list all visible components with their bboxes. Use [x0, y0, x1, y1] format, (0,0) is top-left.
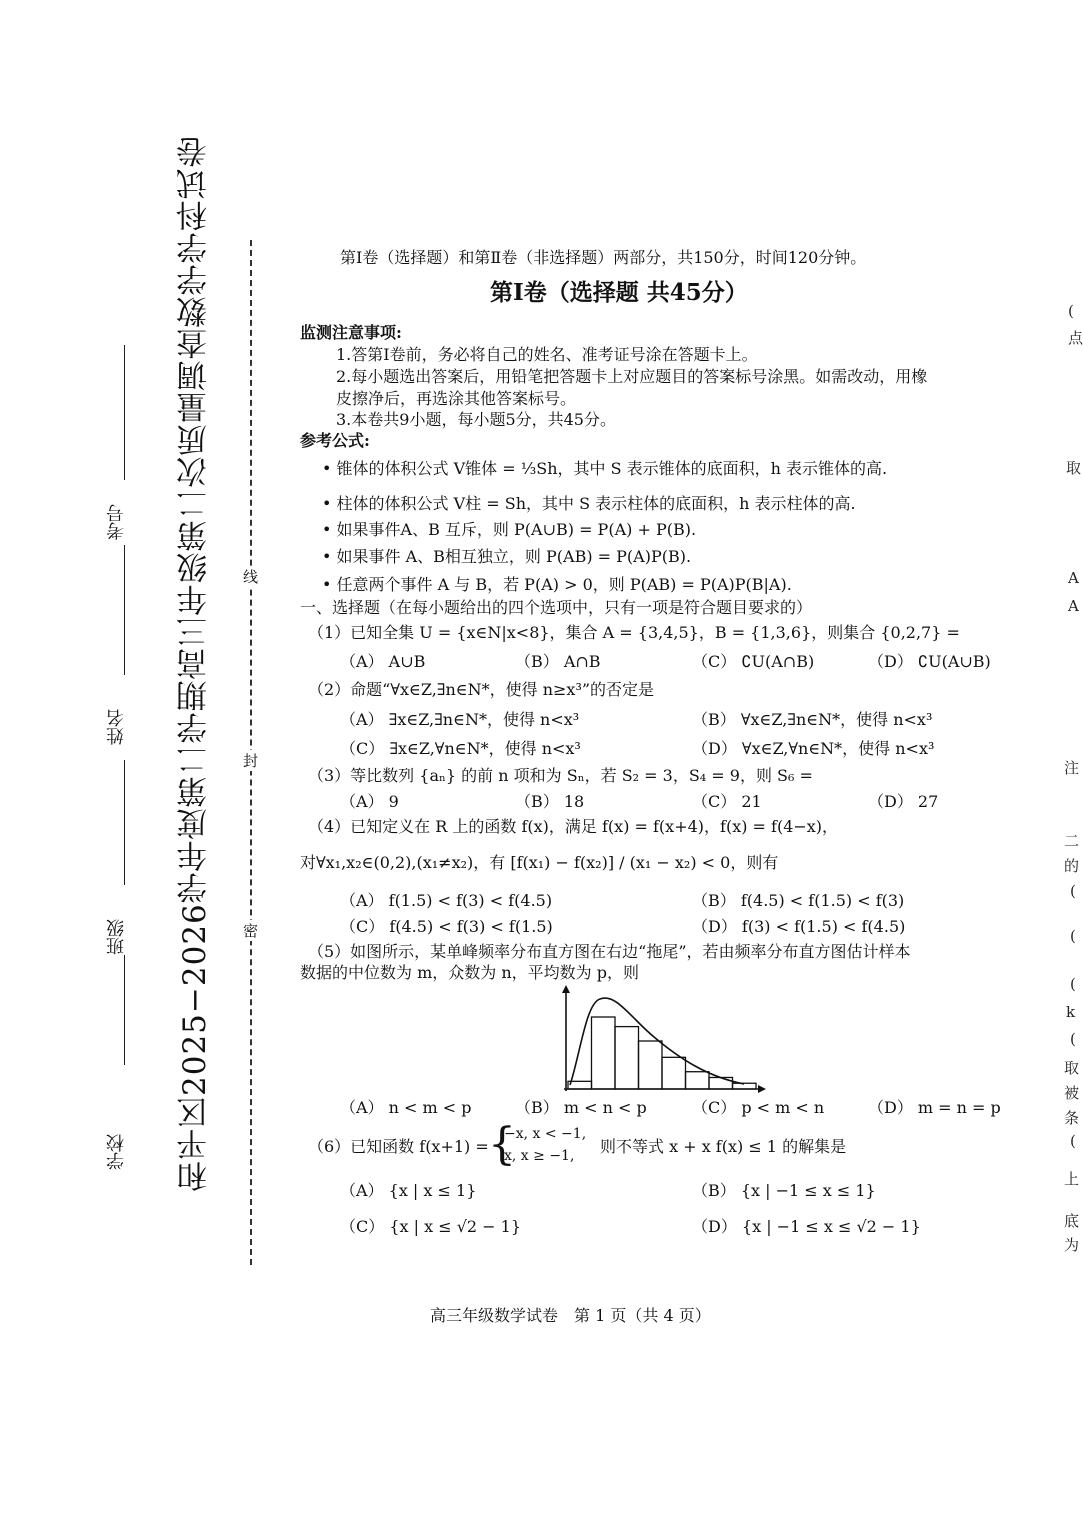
- formula-item: • 如果事件A、B 互斥，则 P(A∪B) = P(A) + P(B).: [322, 520, 697, 539]
- right-edge-char: (: [1068, 302, 1074, 320]
- right-edge-char: 上: [1064, 1170, 1080, 1188]
- right-edge-char: (: [1070, 927, 1076, 945]
- name-field[interactable]: [104, 695, 130, 745]
- q4-option-d[interactable]: （D） f(3) < f(1.5) < f(4.5): [692, 917, 906, 936]
- note-item: 2.每小题选出答案后，用铅笔把答题卡上对应题目的答案标号涂黑。如需改动，用橡: [336, 367, 928, 386]
- note-item: 3.本卷共9小题，每小题5分，共45分。: [336, 410, 616, 429]
- q6-stem-post: 则不等式 x + x f(x) ≤ 1 的解集是: [600, 1137, 847, 1156]
- class-label: 班级: [106, 919, 127, 955]
- q1-option-b[interactable]: （B） A∩B: [515, 652, 601, 671]
- right-edge-char: 二: [1064, 832, 1080, 850]
- histogram-x-arrow: [758, 1085, 766, 1093]
- formula-item: • 锥体的体积公式 V锥体 = ⅓Sh，其中 S 表示锥体的底面积，h 表示锥体的高.: [322, 459, 888, 478]
- right-edge-char: 条: [1064, 1109, 1080, 1127]
- right-edge-char: (: [1070, 882, 1076, 900]
- q3-option-b[interactable]: （B） 18: [515, 792, 585, 811]
- name-underline: [124, 545, 125, 675]
- q4-stem: （4）已知定义在 R 上的函数 f(x)，满足 f(x) = f(x+4)，f(x) = f(4−x)，: [308, 817, 839, 836]
- right-edge-char: (: [1070, 1030, 1076, 1048]
- q2-option-d[interactable]: （D） ∀x∈Z,∀n∈N*，使得 n<x³: [692, 739, 935, 758]
- intro-line: 第Ⅰ卷（选择题）和第Ⅱ卷（非选择题）两部分，共150分，时间120分钟。: [340, 248, 867, 267]
- right-edge-char: 取: [1066, 459, 1082, 477]
- q3-option-c[interactable]: （C） 21: [692, 792, 762, 811]
- note-item: 1.答第Ⅰ卷前，务必将自己的姓名、准考证号涂在答题卡上。: [336, 345, 758, 364]
- page-footer: 高三年级数学试卷 第 1 页（共 4 页）: [430, 1306, 711, 1325]
- histogram-bar: [639, 1041, 663, 1089]
- q4-option-a[interactable]: （A） f(1.5) < f(3) < f(4.5): [340, 891, 553, 910]
- right-edge-char: 为: [1064, 1236, 1080, 1254]
- right-edge-char: 注: [1064, 759, 1080, 777]
- q5-stem: （5）如图所示，某单峰频率分布直方图在右边“拖尾”，若由频率分布直方图估计样本: [308, 942, 911, 961]
- q5-histogram: [558, 985, 768, 1100]
- right-edge-char: 被: [1064, 1084, 1080, 1102]
- q2-option-b[interactable]: （B） ∀x∈Z,∃n∈N*，使得 n<x³: [692, 710, 933, 729]
- histogram-bar: [686, 1072, 710, 1089]
- q1-option-c[interactable]: （C） ∁U(A∩B): [692, 652, 815, 671]
- formula-item: • 任意两个事件 A 与 B，若 P(A) > 0，则 P(AB) = P(A)P(B|A).: [322, 575, 792, 594]
- id-label: 考号: [106, 504, 127, 540]
- name-label: 姓名: [106, 709, 127, 745]
- q1-stem: （1）已知全集 U = {x∈N|x<8}，集合 A = {3,4,5}，B = {1,3,6}，则集合 {0,2,7} =: [308, 623, 960, 642]
- right-edge-char: k: [1066, 1003, 1076, 1021]
- q2-option-c[interactable]: （C） ∃x∈Z,∀n∈N*，使得 n<x³: [340, 739, 581, 758]
- q1-option-a[interactable]: （A） A∪B: [340, 652, 426, 671]
- volume-title: 第Ⅰ卷（选择题 共45分）: [490, 279, 748, 306]
- right-edge-char: 取: [1064, 1059, 1080, 1077]
- q1-option-d[interactable]: （D） ∁U(A∪B): [868, 652, 991, 671]
- q6-case-1: −x, x < −1,: [504, 1126, 587, 1142]
- class-field[interactable]: [104, 905, 130, 955]
- q6-option-c[interactable]: （C） {x | x ≤ √2 − 1}: [340, 1217, 522, 1236]
- histogram-bar: [662, 1057, 686, 1089]
- histogram-bar: [709, 1077, 733, 1089]
- right-edge-char: A: [1068, 597, 1079, 615]
- formula-item: • 如果事件 A、B相互独立，则 P(AB) = P(A)P(B).: [322, 547, 692, 566]
- q6-option-a[interactable]: （A） {x | x ≤ 1}: [340, 1181, 477, 1200]
- q3-option-d[interactable]: （D） 27: [868, 792, 939, 811]
- school-label: 学校: [106, 1134, 127, 1170]
- q2-stem: （2）命题“∀x∈Z,∃n∈N*，使得 n≥x³”的否定是: [308, 680, 655, 699]
- histogram-bar: [733, 1083, 757, 1089]
- q4-option-c[interactable]: （C） f(4.5) < f(3) < f(1.5): [340, 917, 553, 936]
- seal-char-xian: 线: [243, 568, 259, 586]
- q3-stem: （3）等比数列 {aₙ} 的前 n 项和为 Sₙ，若 S₂ = 3，S₄ = 9，则 S₆ =: [308, 766, 813, 785]
- q6-option-b[interactable]: （B） {x | −1 ≤ x ≤ 1}: [692, 1181, 876, 1200]
- seal-char-mi: 密: [243, 922, 259, 940]
- q5-option-c[interactable]: （C） p < m < n: [692, 1098, 825, 1117]
- class-underline: [124, 760, 125, 885]
- q5-option-a[interactable]: （A） n < m < p: [340, 1098, 472, 1117]
- notes-heading: 监测注意事项:: [300, 323, 402, 342]
- id-field[interactable]: [104, 500, 130, 540]
- right-edge-char: A: [1068, 569, 1079, 587]
- histogram-bar: [615, 1027, 639, 1089]
- right-edge-char: (: [1070, 975, 1076, 993]
- right-edge-char: (: [1070, 1132, 1076, 1150]
- q6-stem-pre: （6）已知函数 f(x+1) =: [308, 1137, 489, 1156]
- q4-stem-2: 对∀x₁,x₂∈(0,2),(x₁≠x₂)，有 [f(x₁) − f(x₂)] / (x₁ − x₂) < 0，则有: [300, 853, 779, 872]
- id-underline: [124, 345, 125, 480]
- histogram-y-arrow: [562, 985, 570, 993]
- q6-option-d[interactable]: （D） {x | −1 ≤ x ≤ √2 − 1}: [692, 1217, 921, 1236]
- section-heading: 一、选择题（在每小题给出的四个选项中，只有一项是符合题目要求的）: [300, 598, 813, 617]
- histogram-bar: [592, 1017, 616, 1089]
- school-underline: [124, 955, 125, 1065]
- formulas-heading: 参考公式:: [300, 431, 370, 450]
- q4-option-b[interactable]: （B） f(4.5) < f(1.5) < f(3): [692, 891, 905, 910]
- school-field[interactable]: [104, 1080, 130, 1170]
- q6-case-2: x, x ≥ −1,: [504, 1148, 575, 1164]
- q2-option-a[interactable]: （A） ∃x∈Z,∃n∈N*，使得 n<x³: [340, 710, 580, 729]
- q6-brace: {: [488, 1119, 516, 1170]
- q5-stem-2: 数据的中位数为 m，众数为 n，平均数为 p，则: [300, 963, 639, 982]
- q3-option-a[interactable]: （A） 9: [340, 792, 399, 811]
- formula-item: • 柱体的体积公式 V柱 = Sh，其中 S 表示柱体的底面积，h 表示柱体的高.: [322, 494, 856, 513]
- q5-option-b[interactable]: （B） m < n < p: [515, 1098, 647, 1117]
- right-edge-char: 点: [1068, 329, 1083, 347]
- note-item: 皮擦净后，再选涂其他答案标号。: [336, 389, 577, 408]
- right-edge-char: 的: [1064, 857, 1080, 875]
- q5-option-d[interactable]: （D） m = n = p: [868, 1098, 1001, 1117]
- right-edge-char: 底: [1064, 1212, 1080, 1230]
- seal-char-feng: 封: [243, 752, 259, 770]
- exam-title-vertical: 和平区2025−2026学年度第二学期高三年级第二次质量调查数学学科试卷: [177, 135, 213, 1192]
